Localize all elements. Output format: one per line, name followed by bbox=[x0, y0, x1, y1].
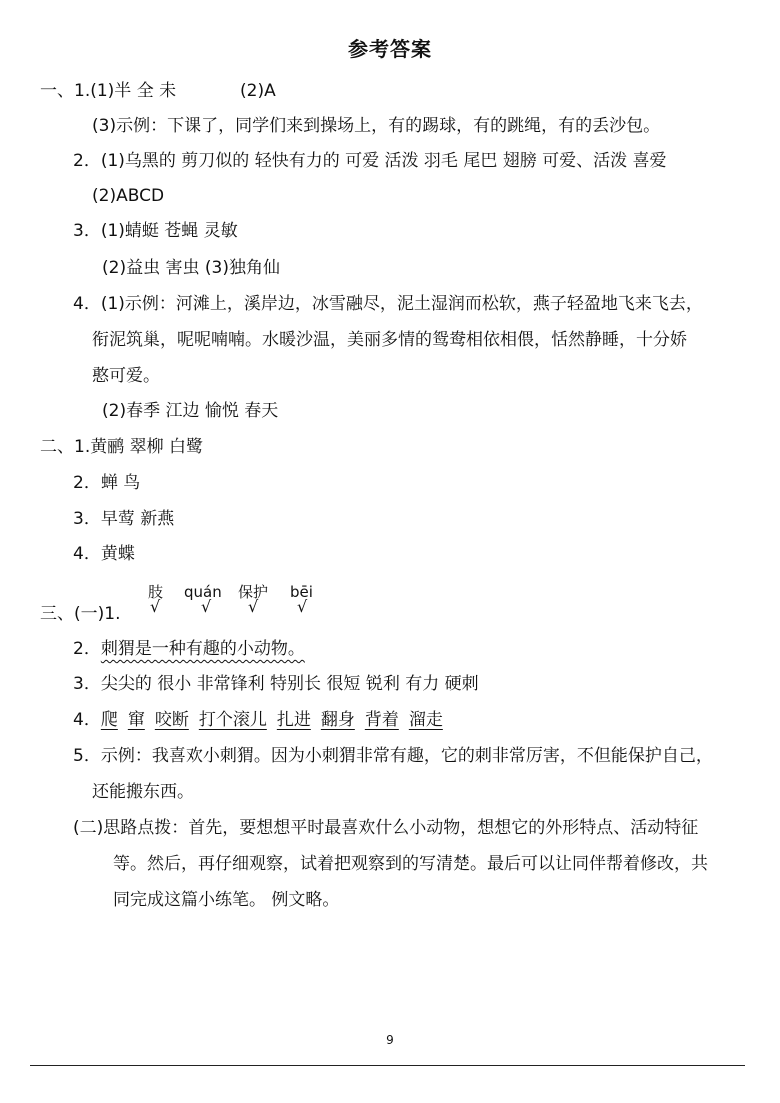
verb-word: 溜走 bbox=[408, 710, 443, 730]
s3-line-1: 三、(一)1. bbox=[40, 604, 121, 624]
verb-word: 咬断 bbox=[154, 710, 189, 730]
s3-line-3: 3．尖尖的 很小 非常锋利 特别长 很短 锐利 有力 硬刺 bbox=[73, 674, 479, 694]
s3-line-4 bbox=[73, 709, 443, 731]
verb-word: 爬 bbox=[100, 710, 118, 730]
s1-line-4: (2)ABCD bbox=[92, 186, 165, 206]
tick-icon: √ bbox=[201, 597, 212, 616]
s3-line-5: 5．示例：我喜欢小刺猬。因为小刺猬非常有趣，它的刺非常厉害，不但能保护自己， bbox=[73, 746, 713, 766]
page-number: 9 bbox=[386, 1033, 394, 1047]
s2-line-4: 4．黄蝶 bbox=[73, 544, 135, 564]
s1-line-6: (2)益虫 害虫 (3)独角仙 bbox=[102, 258, 280, 278]
verb-word: 打个滚儿 bbox=[198, 710, 267, 730]
footer-divider bbox=[30, 1065, 745, 1066]
s2-line-3: 3．早莺 新燕 bbox=[73, 509, 175, 529]
s1-line-3: 2．(1)乌黑的 剪刀似的 轻快有力的 可爱 活泼 羽毛 尾巴 翅膀 可爱、活泼 喜爱 bbox=[73, 151, 667, 171]
verb-word: 窜 bbox=[127, 710, 145, 730]
s1-line-1b: (2)A bbox=[240, 81, 276, 101]
s3-line-8: 等。然后，再仔细观察，试着把观察到的写清楚。最后可以让同伴帮着修改，共 bbox=[113, 854, 708, 874]
tick-icon: √ bbox=[248, 597, 259, 616]
pick-word-4: bēi bbox=[290, 583, 313, 601]
s2-line-2: 2．蝉 鸟 bbox=[73, 473, 141, 493]
s1-line-2: (3)示例：下课了，同学们来到操场上，有的踢球，有的跳绳，有的丢沙包。 bbox=[92, 116, 661, 136]
item-number: 4． bbox=[73, 710, 101, 730]
verb-word: 翻身 bbox=[320, 710, 355, 730]
verb-word: 扎进 bbox=[276, 710, 311, 730]
s1-line-5: 3．(1)蜻蜓 苍蝇 灵敏 bbox=[73, 221, 238, 241]
answer-sentence: 刺猬是一种有趣的小动物。 bbox=[100, 639, 305, 659]
s1-line-10: (2)春季 江边 愉悦 春天 bbox=[102, 401, 279, 421]
s3-line-6: 还能搬东西。 bbox=[92, 782, 194, 802]
item-number: 2． bbox=[73, 639, 101, 659]
s3-line-2 bbox=[73, 638, 305, 660]
s1-line-9: 憨可爱。 bbox=[92, 366, 160, 386]
verb-word: 背着 bbox=[364, 710, 399, 730]
page-title: 参考答案 bbox=[348, 37, 432, 61]
pick-word-1: 肢 bbox=[148, 583, 164, 601]
pick-word-2: quán bbox=[184, 583, 222, 601]
s1-line-1a: 一、1.(1)半 全 未 bbox=[40, 81, 177, 101]
pick-word-3: 保护 bbox=[238, 583, 269, 601]
s1-line-8: 衔泥筑巢，呢呢喃喃。水暖沙温，美丽多情的鸳鸯相依相偎，恬然静睡，十分娇 bbox=[92, 330, 687, 350]
tick-icon: √ bbox=[150, 597, 161, 616]
s1-line-7: 4．(1)示例：河滩上，溪岸边，冰雪融尽，泥土湿润而松软，燕子轻盈地飞来飞去， bbox=[73, 294, 703, 314]
s3-line-7: (二)思路点拨：首先，要想想平时最喜欢什么小动物，想想它的外形特点、活动特征 bbox=[73, 818, 699, 838]
s2-line-1: 二、1.黄鹂 翠柳 白鹭 bbox=[40, 437, 204, 457]
tick-icon: √ bbox=[297, 597, 308, 616]
s3-line-9: 同完成这篇小练笔。 例文略。 bbox=[113, 890, 340, 910]
